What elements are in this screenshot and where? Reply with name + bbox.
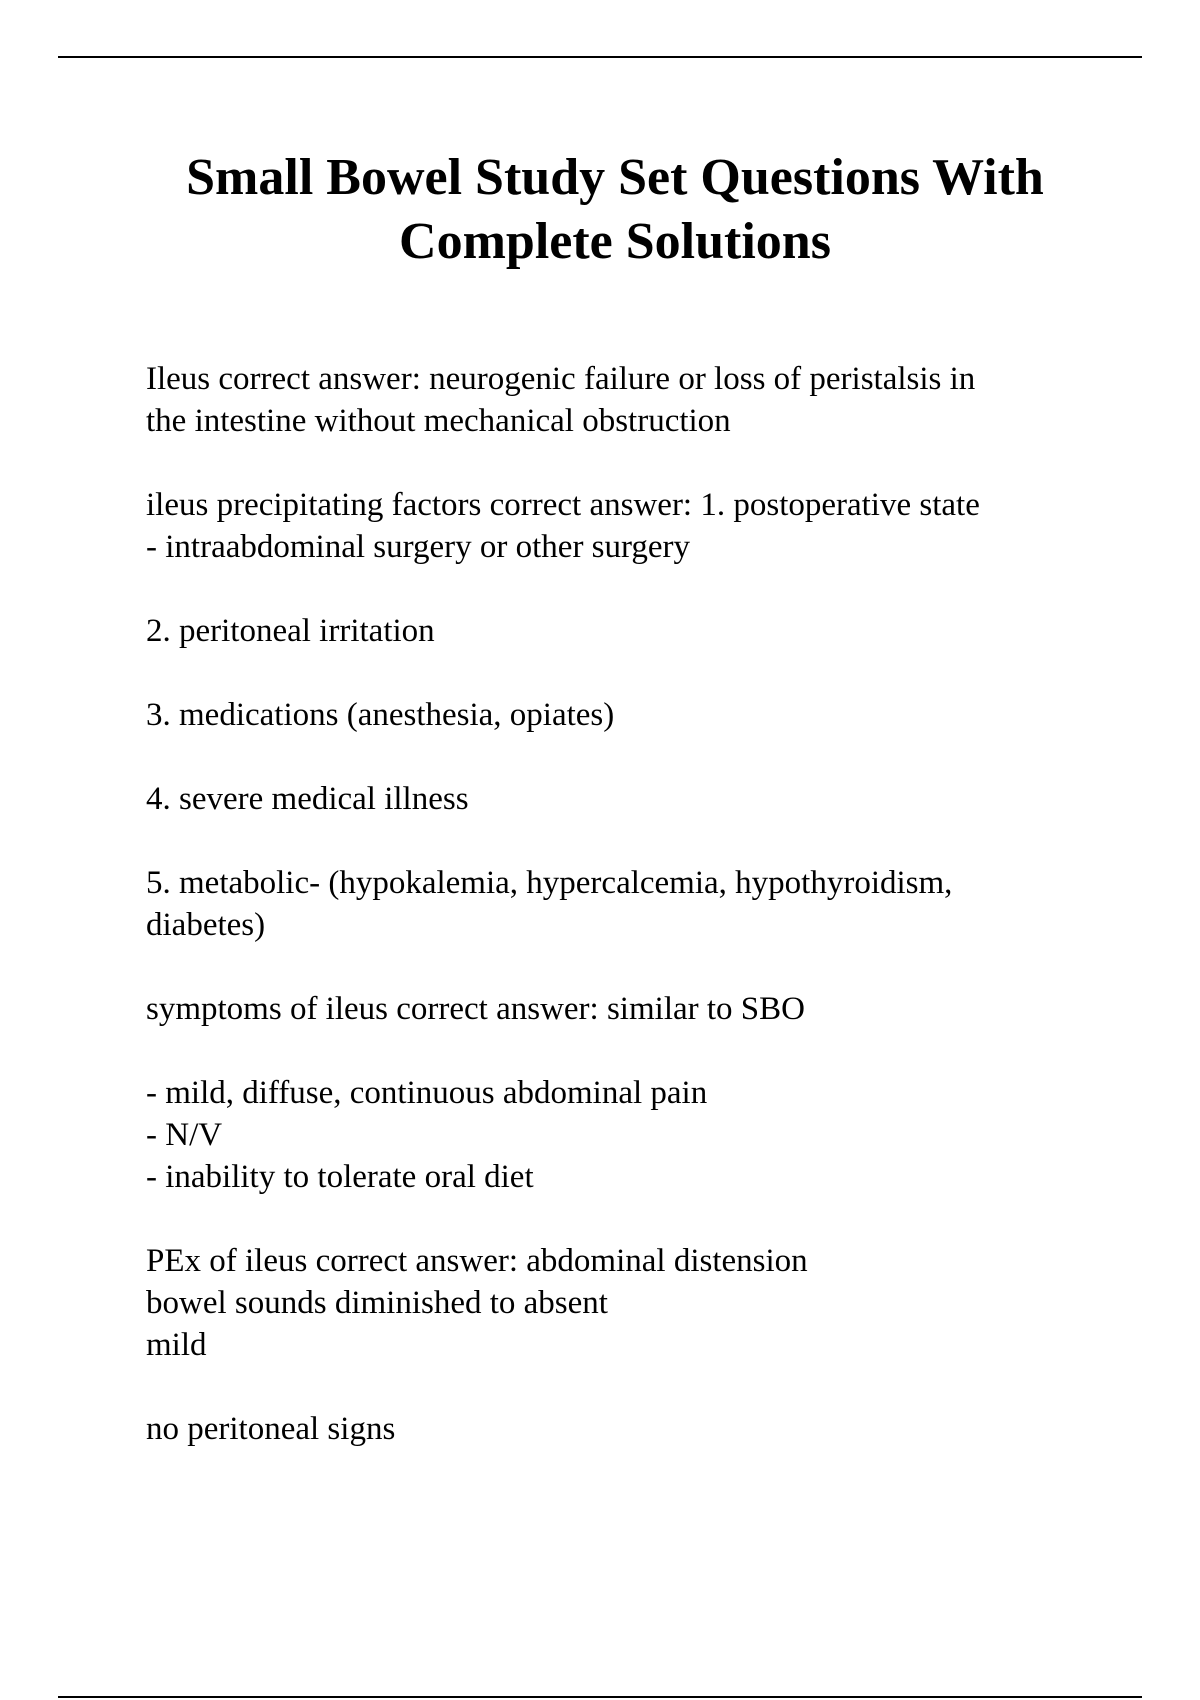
text-line: 4. severe medical illness	[146, 781, 469, 817]
text-line: 5. metabolic- (hypokalemia, hypercalcemia, hypothyroidism,	[146, 865, 953, 901]
text-line: mild	[146, 1327, 207, 1363]
paragraph-precipitating-factors	[146, 484, 1106, 568]
text-line: 3. medications (anesthesia, opiates)	[146, 697, 615, 733]
text-line: diabetes)	[146, 907, 266, 943]
paragraph-peritoneal-signs	[146, 1408, 1106, 1450]
top-divider	[58, 56, 1142, 58]
paragraph-physical-exam	[146, 1240, 1106, 1366]
text-line: - mild, diffuse, continuous abdominal pain	[146, 1075, 708, 1111]
paragraph-factor-3	[146, 694, 1106, 736]
text-line: PEx of ileus correct answer: abdominal distension	[146, 1243, 808, 1279]
text-line: - intraabdominal surgery or other surgery	[146, 529, 691, 565]
title-line: Small Bowel Study Set Questions With	[186, 149, 1044, 206]
text-line: 2. peritoneal irritation	[146, 613, 435, 649]
paragraph-factor-4	[146, 778, 1106, 820]
text-line: bowel sounds diminished to absent	[146, 1285, 608, 1321]
text-line: - N/V	[146, 1117, 223, 1153]
text-line: - inability to tolerate oral diet	[146, 1159, 534, 1195]
paragraph-symptoms	[146, 988, 1106, 1030]
text-line: ileus precipitating factors correct answer: 1. postoperative state	[146, 487, 980, 523]
bottom-divider	[58, 1696, 1142, 1698]
paragraph-factor-2	[146, 610, 1106, 652]
paragraph-factor-5	[146, 862, 1106, 946]
text-line: symptoms of ileus correct answer: similar to SBO	[146, 991, 805, 1027]
document-body	[146, 358, 1106, 1492]
text-line: no peritoneal signs	[146, 1411, 396, 1447]
text-line: the intestine without mechanical obstruction	[146, 403, 731, 439]
title-line: Complete Solutions	[399, 213, 831, 270]
document-title	[100, 146, 1130, 274]
paragraph-ileus-definition	[146, 358, 1106, 442]
paragraph-symptom-list	[146, 1072, 1106, 1198]
text-line: Ileus correct answer: neurogenic failure or loss of peristalsis in	[146, 361, 976, 397]
